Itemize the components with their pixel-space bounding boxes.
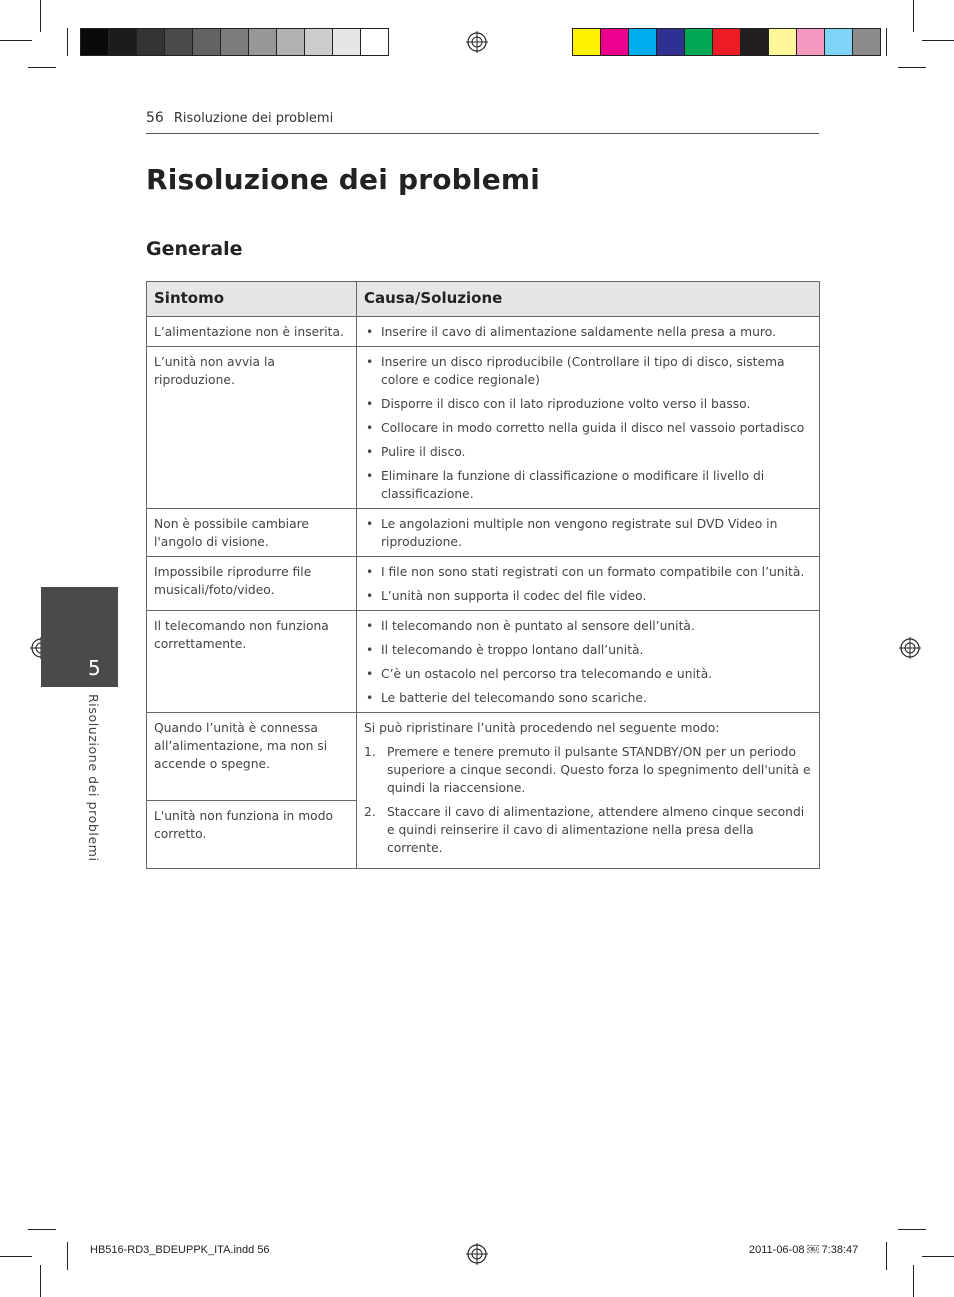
- chapter-label: Risoluzione dei problemi: [86, 694, 101, 862]
- table-row: [147, 317, 820, 347]
- color-swatch: [573, 29, 601, 55]
- list-item: • Disporre il disco con il lato riproduzione volto verso il basso.: [364, 395, 812, 413]
- running-header: [146, 110, 333, 126]
- solution-cell: [357, 347, 820, 509]
- list-item: • C’è un ostacolo nel percorso tra telecomando e unità.: [364, 665, 812, 683]
- chapter-number: 5: [88, 656, 101, 680]
- crop-mark: [40, 0, 41, 32]
- list-item: • Le batterie del telecomando sono scariche.: [364, 689, 812, 707]
- crop-mark: [67, 1242, 68, 1270]
- color-swatch: [825, 29, 853, 55]
- solution-list: [364, 353, 812, 503]
- symptom-cell: L'unità non funziona in modo corretto.: [147, 801, 357, 869]
- crop-mark: [898, 67, 926, 68]
- chapter-tab: [41, 587, 118, 687]
- table-row: [147, 347, 820, 509]
- table-row: [147, 509, 820, 557]
- page-title: Risoluzione dei problemi: [146, 163, 541, 196]
- list-item: • Inserire un disco riproducibile (Controllare il tipo di disco, sistema colore e codice regionale): [364, 353, 812, 389]
- color-calibration-bar: [572, 28, 881, 56]
- color-swatch: [769, 29, 797, 55]
- list-item: • I file non sono stati registrati con un formato compatibile con l’unità.: [364, 563, 812, 581]
- color-swatch: [685, 29, 713, 55]
- crop-mark: [886, 28, 887, 56]
- list-item: [364, 803, 812, 857]
- color-swatch: [361, 29, 388, 55]
- list-item: • Eliminare la funzione di classificazione o modificare il livello di classificazione.: [364, 467, 812, 503]
- registration-mark-icon: [899, 637, 921, 659]
- step-number: 1.: [364, 745, 376, 759]
- symptom-cell: Impossibile riprodurre file musicali/foto/video.: [147, 557, 357, 611]
- grayscale-calibration-bar: [80, 28, 389, 56]
- solution-list: [364, 617, 812, 707]
- color-swatch: [853, 29, 880, 55]
- crop-mark: [28, 1229, 56, 1230]
- troubleshooting-table: [146, 281, 820, 869]
- color-swatch: [601, 29, 629, 55]
- footer-timestamp: 2011-06-08 ￼ 7:38:47: [749, 1244, 859, 1256]
- color-swatch: [741, 29, 769, 55]
- color-swatch: [221, 29, 249, 55]
- solution-cell: [357, 317, 820, 347]
- list-item: • Il telecomando non è puntato al sensore dell’unità.: [364, 617, 812, 635]
- symptom-cell: Il telecomando non funziona correttamente.: [147, 611, 357, 713]
- solution-list: [364, 323, 812, 341]
- color-swatch: [193, 29, 221, 55]
- color-swatch: [137, 29, 165, 55]
- table-header-row: [147, 282, 820, 317]
- reset-intro: Si può ripristinare l’unità procedendo nel seguente modo:: [364, 721, 720, 735]
- crop-mark: [0, 1256, 32, 1257]
- color-swatch: [277, 29, 305, 55]
- color-swatch: [629, 29, 657, 55]
- list-item: • Inserire il cavo di alimentazione saldamente nella presa a muro.: [364, 323, 812, 341]
- solution-list: [364, 563, 812, 605]
- list-item: • Le angolazioni multiple non vengono registrate sul DVD Video in riproduzione.: [364, 515, 812, 551]
- table-row: [147, 713, 820, 801]
- crop-mark: [922, 40, 954, 41]
- list-item: • L’unità non supporta il codec del file video.: [364, 587, 812, 605]
- footer-file-info: HB516-RD3_BDEUPPK_ITA.indd 56: [90, 1244, 270, 1256]
- color-swatch: [165, 29, 193, 55]
- solution-cell: [357, 509, 820, 557]
- crop-mark: [67, 28, 68, 56]
- table-row: [147, 557, 820, 611]
- reset-steps: [364, 743, 812, 857]
- header-section: Risoluzione dei problemi: [173, 111, 334, 126]
- symptom-cell: L’unità non avvia la riproduzione.: [147, 347, 357, 509]
- list-item: [364, 743, 812, 797]
- color-swatch: [713, 29, 741, 55]
- symptom-cell: Non è possibile cambiare l'angolo di visione.: [147, 509, 357, 557]
- color-swatch: [657, 29, 685, 55]
- color-swatch: [249, 29, 277, 55]
- solution-cell: [357, 713, 820, 869]
- crop-mark: [886, 1242, 887, 1270]
- column-header-solution: Causa/Soluzione: [357, 282, 820, 317]
- step-number: 2.: [364, 805, 376, 819]
- registration-mark-icon: [466, 1243, 488, 1265]
- crop-mark: [40, 1265, 41, 1297]
- page-number: 56: [146, 110, 164, 126]
- color-swatch: [333, 29, 361, 55]
- list-item: • Il telecomando è troppo lontano dall’unità.: [364, 641, 812, 659]
- crop-mark: [898, 1229, 926, 1230]
- color-swatch: [81, 29, 109, 55]
- color-swatch: [797, 29, 825, 55]
- color-swatch: [305, 29, 333, 55]
- step-text: Premere e tenere premuto il pulsante STANDBY/ON per un periodo superiore a cinque secondi. Questo forza lo spegnimento dell'unità e quindi la riaccensione.: [387, 745, 811, 795]
- color-swatch: [109, 29, 137, 55]
- step-text: Staccare il cavo di alimentazione, attendere almeno cinque secondi e quindi reinserire il cavo di alimentazione nella presa della corrente.: [387, 805, 805, 855]
- list-item: • Collocare in modo corretto nella guida il disco nel vassoio portadisco: [364, 419, 812, 437]
- solution-cell: [357, 611, 820, 713]
- symptom-cell: Quando l’unità è connessa all’alimentazione, ma non si accende o spegne.: [147, 713, 357, 801]
- registration-mark-icon: [466, 31, 488, 53]
- symptom-cell: L’alimentazione non è inserita.: [147, 317, 357, 347]
- solution-cell: [357, 557, 820, 611]
- crop-mark: [0, 40, 32, 41]
- header-rule: [146, 133, 819, 134]
- crop-mark: [922, 1256, 954, 1257]
- column-header-symptom: Sintomo: [147, 282, 357, 317]
- crop-mark: [28, 67, 56, 68]
- solution-list: [364, 515, 812, 551]
- section-heading: Generale: [146, 238, 243, 260]
- list-item: • Pulire il disco.: [364, 443, 812, 461]
- crop-mark: [913, 1265, 914, 1297]
- crop-mark: [913, 0, 914, 32]
- table-row: [147, 611, 820, 713]
